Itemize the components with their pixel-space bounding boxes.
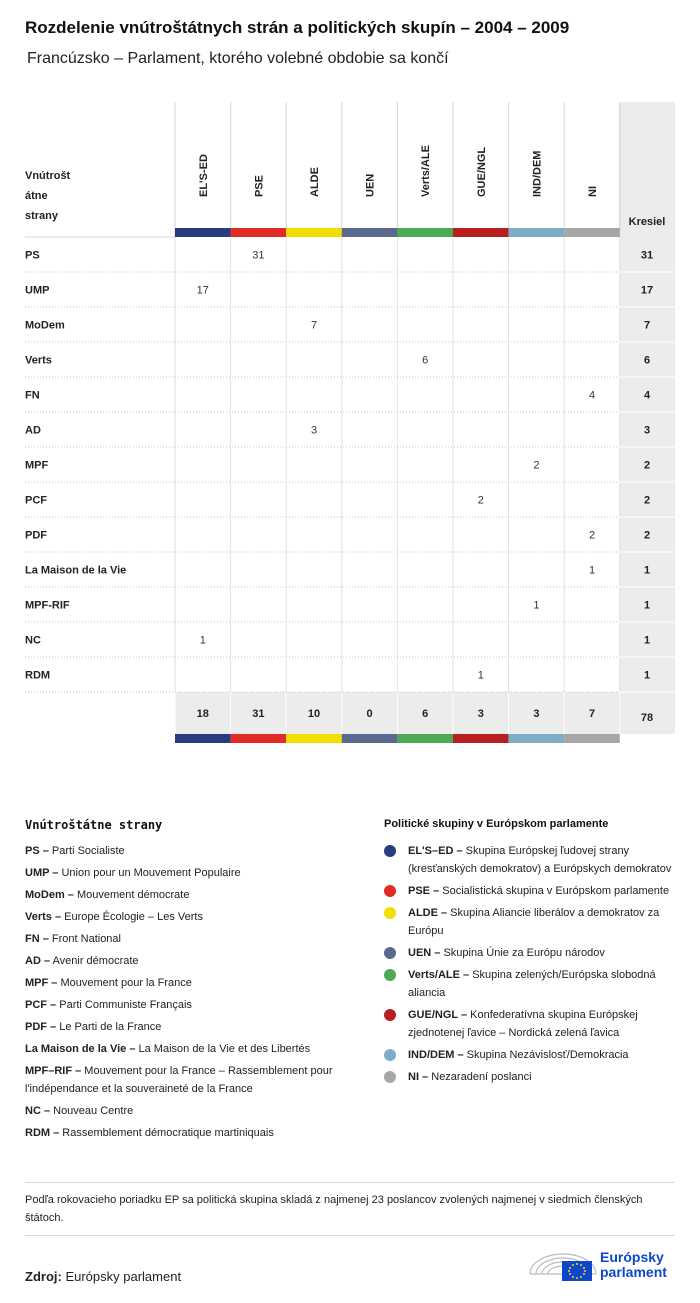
group-legend-item — [384, 842, 684, 878]
seat-value: 1 — [588, 564, 596, 577]
row-total-value: 17 — [640, 284, 654, 297]
group-color-dot-icon — [384, 1049, 396, 1061]
group-legend-item — [384, 1006, 684, 1042]
party-legend-name: Front National — [48, 933, 121, 945]
party-legend-name: Rassemblement démocratique martiniquais — [59, 1127, 274, 1139]
group-legend-code: IND/DEM – — [408, 1049, 464, 1061]
seat-value: 1 — [477, 669, 484, 682]
seat-value: 17 — [196, 284, 209, 297]
logo-line-2: parlament — [600, 1264, 667, 1280]
group-color-dot-icon — [384, 969, 396, 981]
grand-total-value: 78 — [640, 712, 654, 724]
row-header-label: átne — [25, 190, 48, 202]
party-legend-code: MoDem – — [25, 889, 74, 901]
group-color-stripe — [564, 734, 620, 743]
party-legend-code: NC – — [25, 1105, 51, 1117]
column-total-value: 0 — [366, 708, 373, 720]
party-row-label: PDF — [25, 529, 47, 542]
party-row-label: NC — [25, 634, 41, 647]
party-legend-name: Mouvement pour la France — [57, 977, 192, 989]
party-row-label: UMP — [25, 284, 50, 297]
column-total-value: 6 — [422, 708, 429, 720]
row-total-value: 31 — [640, 249, 654, 262]
group-legend-item — [384, 904, 684, 940]
party-row-label: PCF — [25, 494, 47, 507]
source-line — [25, 1269, 181, 1284]
row-total-value: 2 — [643, 459, 651, 472]
row-total-value: 1 — [643, 599, 651, 612]
group-legend-code: GUE/NGL – — [408, 1009, 468, 1021]
group-color-stripe — [286, 734, 342, 743]
seat-value: 4 — [588, 389, 596, 402]
party-legend-code: FN – — [25, 933, 49, 945]
party-legend-item — [25, 886, 345, 904]
group-color-stripe — [342, 734, 398, 743]
party-row-label: MPF — [25, 459, 49, 472]
party-legend-item — [25, 1018, 345, 1036]
party-legend-code: AD – — [25, 955, 51, 967]
group-header-label: Verts/ALE — [420, 145, 433, 197]
row-header-label: Vnútrošt — [25, 170, 71, 182]
row-header-label: strany — [25, 210, 59, 222]
group-color-dot-icon — [384, 845, 396, 857]
divider — [25, 1182, 675, 1183]
party-legend-item — [25, 930, 345, 948]
party-legend-code: MPF–RIF – — [25, 1065, 82, 1077]
group-header-label: PSE — [253, 174, 266, 197]
group-legend-item — [384, 1068, 684, 1086]
group-header-label: GUE/NGL — [475, 146, 488, 197]
group-header-label: NI — [587, 186, 599, 197]
group-legend-code: EL'S–ED – — [408, 845, 463, 857]
row-total-value: 3 — [643, 424, 651, 437]
group-header-label: UEN — [364, 173, 377, 197]
seat-value: 6 — [422, 354, 429, 367]
party-legend-item — [25, 908, 345, 926]
group-color-dot-icon — [384, 1071, 396, 1083]
group-color-stripe — [397, 734, 453, 743]
seat-value: 1 — [533, 599, 540, 612]
party-legend-name: Avenir démocrate — [50, 955, 139, 967]
group-color-stripe — [175, 734, 231, 743]
party-row-label: FN — [25, 389, 40, 402]
party-legend-item — [25, 1040, 345, 1058]
party-legend-code: Verts – — [25, 911, 62, 923]
group-color-stripe — [509, 228, 565, 237]
seat-value: 2 — [533, 459, 540, 472]
group-legend-code: NI – — [408, 1071, 429, 1083]
party-legend-item — [25, 1124, 345, 1142]
party-legend-name: Mouvement pour la France – Rassemblement pour l'indépendance et la souveraineté de la France — [25, 1065, 333, 1095]
group-color-dot-icon — [384, 947, 396, 959]
column-total-value: 31 — [252, 708, 265, 720]
row-total-value: 7 — [643, 319, 651, 332]
group-legend-code: UEN – — [408, 947, 441, 959]
party-row-label: La Maison de la Vie — [25, 564, 127, 577]
group-color-stripe — [231, 734, 287, 743]
row-total-value: 1 — [643, 634, 651, 647]
source-value: Európsky parlament — [61, 1269, 182, 1284]
group-legend-code: ALDE – — [408, 907, 448, 919]
party-row-label: PS — [25, 249, 40, 262]
group-legend-item — [384, 966, 684, 1002]
group-color-stripe — [286, 228, 342, 237]
group-legend-name: Skupina zelených/Európska slobodná aliancia — [408, 969, 656, 999]
party-row-label: Verts — [25, 354, 52, 367]
party-legend-code: MPF – — [25, 977, 58, 989]
party-legend-name: Union pour un Mouvement Populaire — [58, 867, 241, 879]
party-legend-item — [25, 864, 345, 882]
party-legend-name: Europe Écologie – Les Verts — [61, 911, 203, 923]
group-legend-code: PSE – — [408, 885, 440, 897]
group-color-stripe — [175, 228, 231, 237]
groups-legend — [384, 842, 684, 1090]
footnote: Podľa rokovacieho poriadku EP sa politická skupina skladá z najmenej 23 poslancov zvolených najmenej v siedmich členských štátoch. — [25, 1194, 643, 1224]
group-header-label: ALDE — [309, 167, 321, 197]
party-row-label: AD — [25, 424, 41, 437]
group-legend-name: Socialistická skupina v Európskom parlamente — [439, 885, 670, 897]
parties-legend — [25, 842, 345, 1146]
party-legend-name: Le Parti de la France — [56, 1021, 162, 1033]
group-header-label: IND/DEM — [531, 150, 544, 197]
column-total-value: 10 — [307, 708, 321, 720]
group-color-stripe — [453, 228, 509, 237]
party-legend-name: Mouvement démocrate — [73, 889, 190, 901]
seat-value: 31 — [252, 249, 265, 262]
seat-value: 7 — [310, 319, 318, 332]
page-subtitle: Francúzsko – Parlament, ktorého volebné obdobie sa končí — [27, 50, 449, 67]
page-title: Rozdelenie vnútroštátnych strán a politických skupín – 2004 – 2009 — [25, 18, 570, 37]
group-header-label: EL'S-ED — [197, 154, 210, 197]
group-legend-name: Skupina Nezávislosť/Demokracia — [463, 1049, 629, 1061]
party-legend-name: Parti Socialiste — [48, 845, 125, 857]
party-legend-code: PCF – — [25, 999, 57, 1011]
seat-value: 2 — [477, 494, 484, 507]
group-color-stripe — [453, 734, 509, 743]
party-legend-code: PS – — [25, 845, 49, 857]
party-legend-code: RDM – — [25, 1127, 60, 1139]
group-legend-item — [384, 944, 684, 962]
column-total-value: 7 — [588, 708, 596, 720]
row-total-value: 2 — [643, 494, 651, 507]
party-legend-item — [25, 1062, 345, 1098]
ep-logo-text — [600, 1250, 667, 1280]
seat-value: 2 — [588, 529, 596, 542]
party-row-label: RDM — [25, 669, 51, 682]
source-label: Zdroj: — [25, 1269, 62, 1284]
group-color-stripe — [397, 228, 453, 237]
divider — [25, 1235, 675, 1236]
group-color-dot-icon — [384, 907, 396, 919]
group-color-dot-icon — [384, 1009, 396, 1021]
group-color-stripe — [564, 228, 620, 237]
group-legend-name: Nezaradení poslanci — [428, 1071, 532, 1083]
total-column-header: Kresiel — [628, 216, 666, 228]
column-total-value: 3 — [477, 708, 484, 720]
column-total-value: 3 — [533, 708, 540, 720]
party-legend-code: PDF – — [25, 1021, 57, 1033]
row-total-value: 2 — [643, 529, 651, 542]
logo-line-1: Európsky — [600, 1249, 664, 1265]
group-legend-name: Skupina Aliancie liberálov a demokratov za Európu — [408, 907, 660, 937]
group-color-stripe — [509, 734, 565, 743]
party-legend-name: Nouveau Centre — [50, 1105, 134, 1117]
row-total-value: 6 — [643, 354, 651, 367]
group-color-dot-icon — [384, 885, 396, 897]
group-color-stripe — [231, 228, 287, 237]
party-legend-item — [25, 996, 345, 1014]
parties-legend-title: Vnútroštátne strany — [25, 818, 163, 832]
party-row-label: MoDem — [25, 319, 65, 332]
party-row-label: MPF-RIF — [25, 599, 70, 612]
group-legend-name: Skupina Európskej ľudovej strany (kresťanských demokratov) a Európskych demokratov — [408, 845, 672, 875]
party-legend-name: Parti Communiste Français — [56, 999, 192, 1011]
row-total-value: 1 — [643, 669, 651, 682]
group-legend-name: Konfederatívna skupina Európskej zjednotenej ľavice – Nordická zelená ľavica — [408, 1009, 638, 1039]
party-legend-code: La Maison de la Vie – — [25, 1043, 136, 1055]
party-legend-name: La Maison de la Vie et des Libertés — [135, 1043, 311, 1055]
group-legend-code: Verts/ALE – — [408, 969, 470, 981]
seat-value: 3 — [310, 424, 318, 437]
group-legend-item — [384, 1046, 684, 1064]
column-total-value: 18 — [196, 708, 209, 720]
group-legend-item — [384, 882, 684, 900]
row-total-value: 4 — [643, 389, 651, 402]
group-legend-name: Skupina Únie za Európu národov — [440, 947, 605, 959]
party-legend-item — [25, 842, 345, 860]
groups-legend-title: Politické skupiny v Európskom parlamente — [384, 818, 609, 830]
party-legend-item — [25, 974, 345, 992]
party-legend-item — [25, 1102, 345, 1120]
group-color-stripe — [342, 228, 398, 237]
row-total-value: 1 — [643, 564, 651, 577]
party-legend-item — [25, 952, 345, 970]
party-legend-code: UMP – — [25, 867, 59, 879]
seat-value: 1 — [199, 634, 206, 647]
